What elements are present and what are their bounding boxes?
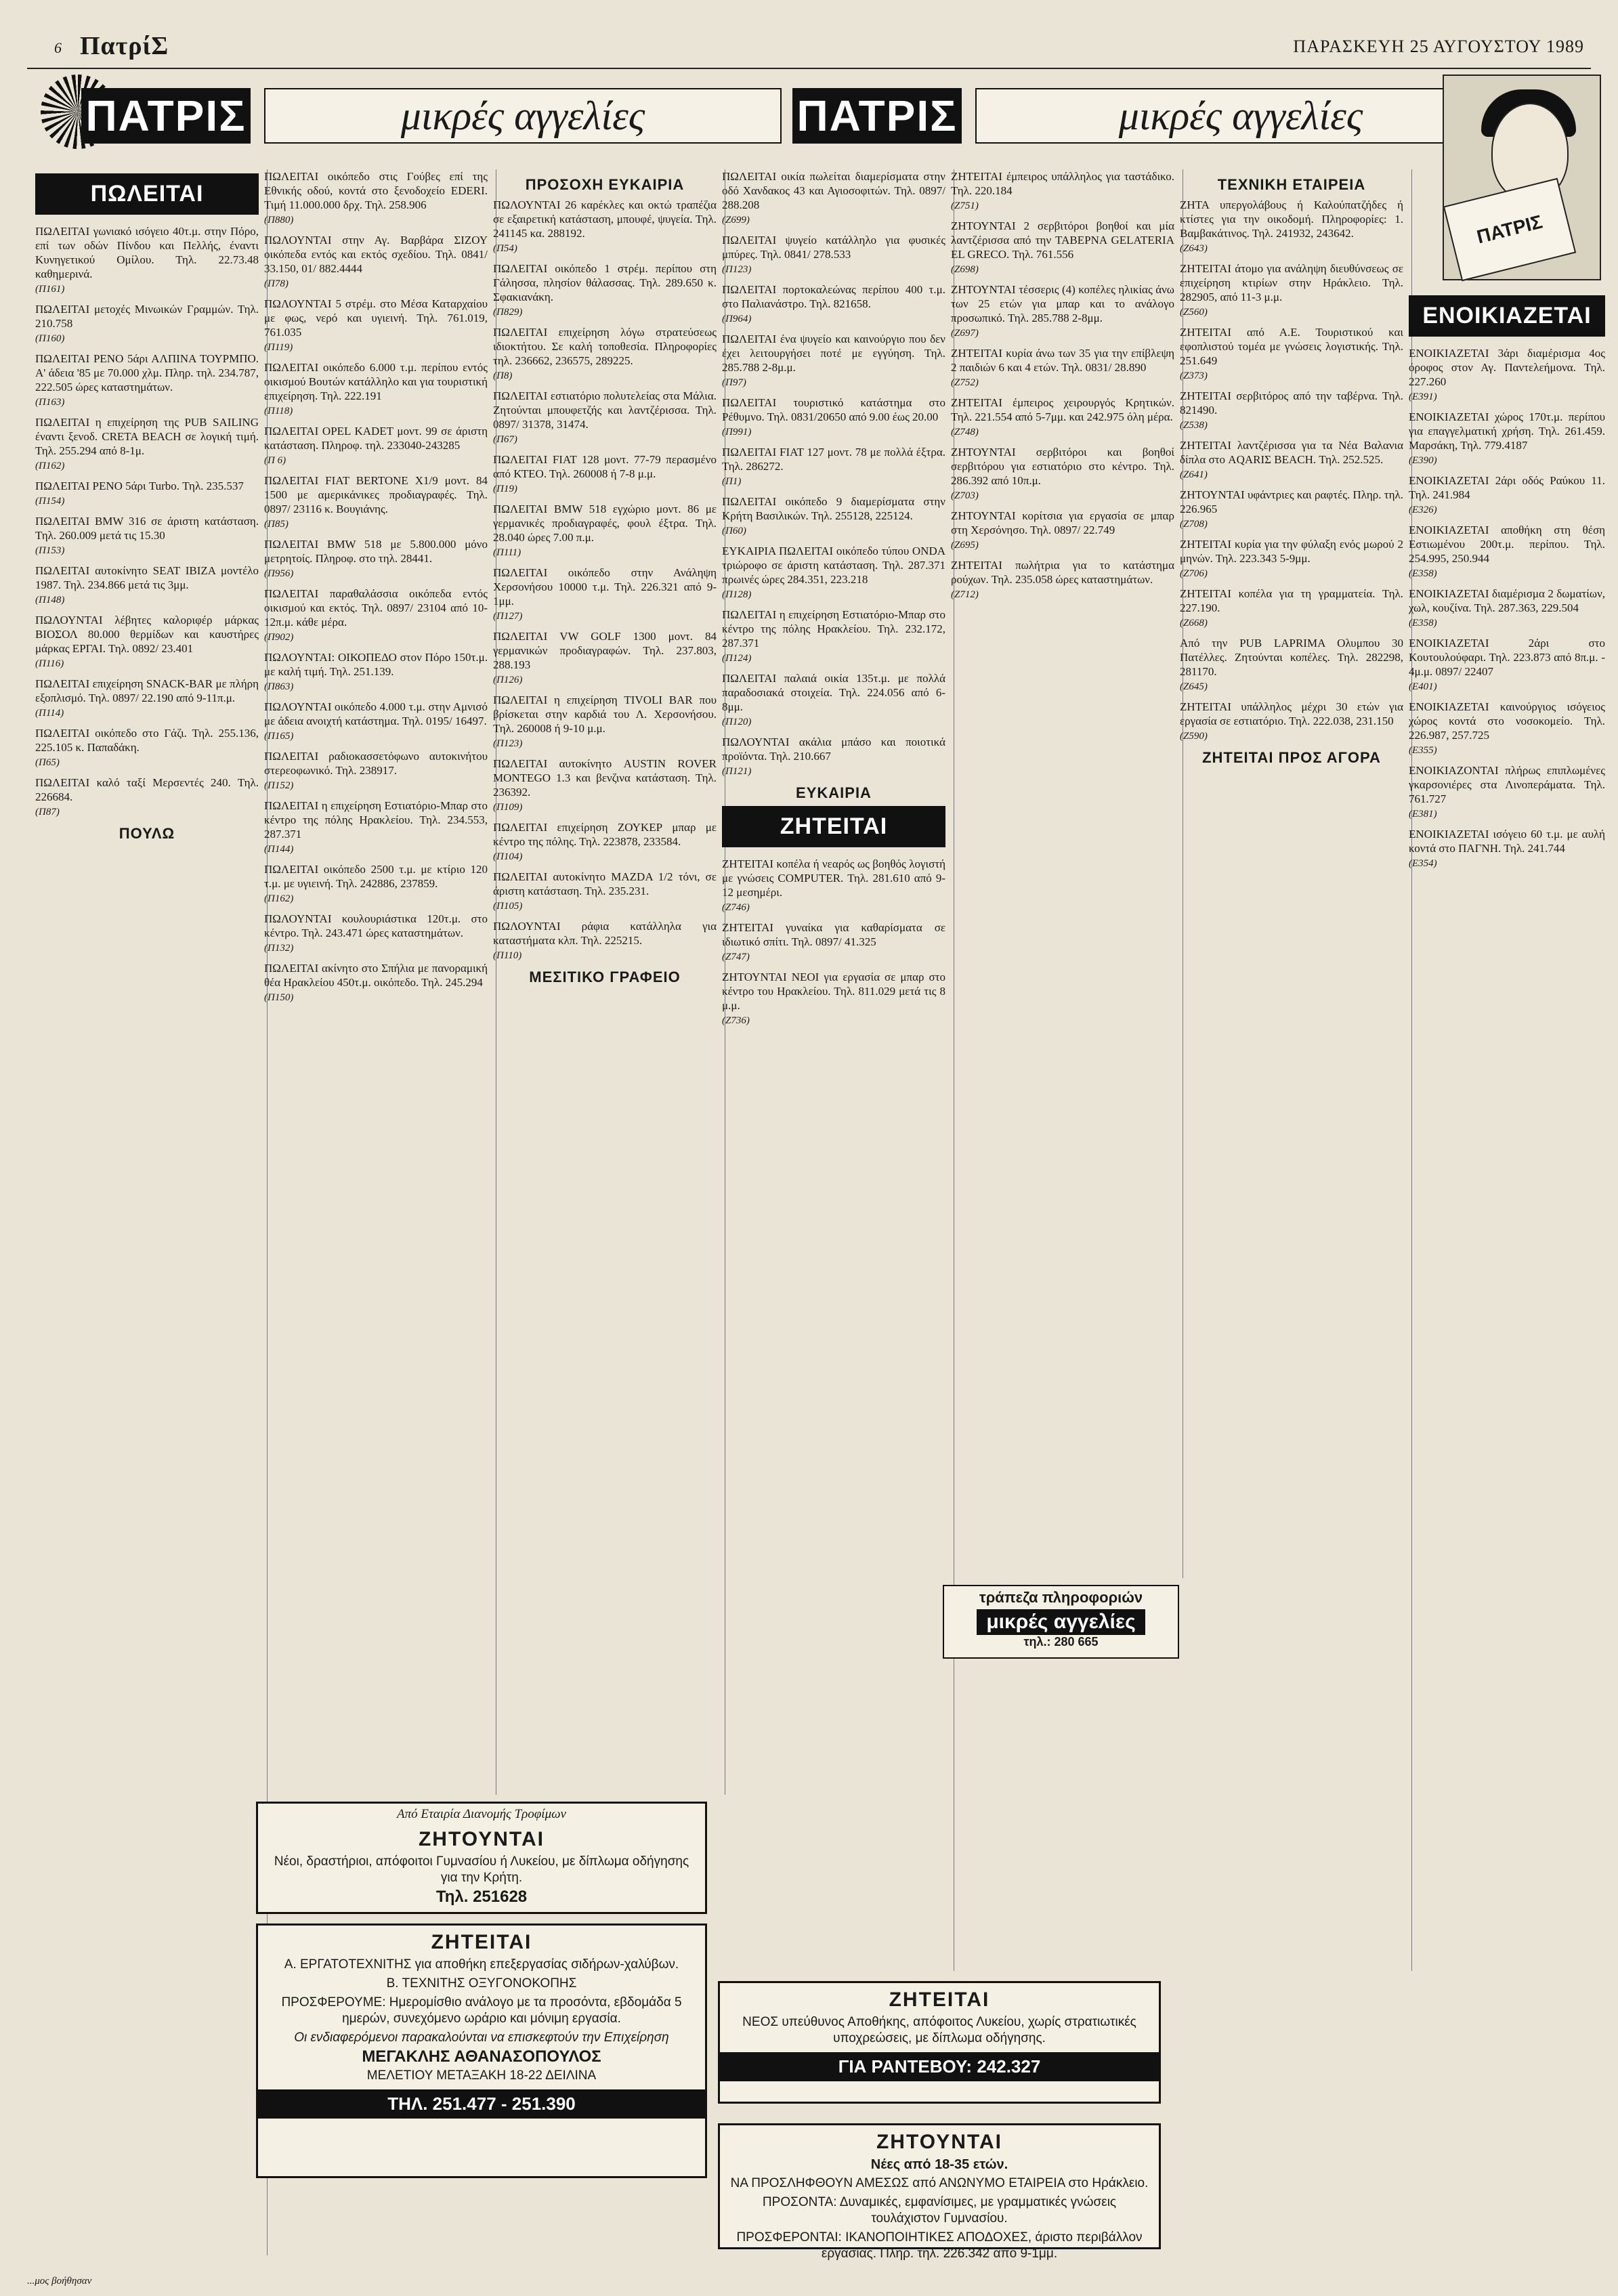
- ad-reference-code: (Z736): [722, 1015, 750, 1026]
- classified-ad: ΠΩΛΕΙΤΑΙ αυτοκίνητο AUSTIN ROVER MONTEGO 1.3 και βενζινα κατάσταση. Τηλ. 236392.: [493, 757, 717, 799]
- classified-ad: ΠΩΛΟΥΝΤΑΙ ράφια κατάλληλα για καταστήματα κλπ. Τηλ. 225215.: [493, 920, 717, 947]
- ad-line-a: Α. ΕΡΓΑΤΟΤΕΧΝΙΤΗΣ για αποθήκη επεξεργασίας σιδήρων-χαλύβων.: [284, 1957, 679, 1972]
- ad-reference-code: (Π116): [35, 658, 64, 669]
- classified-ad: ΠΩΛΕΙΤΑΙ ψυγείο κατάλληλο για φυσικές μπύρες. Τηλ. 0841/ 278.533: [722, 234, 945, 261]
- ad-reference-code: (E390): [1409, 455, 1437, 466]
- info-bank-phone: τηλ.: 280 665: [1023, 1635, 1099, 1649]
- classified-ad: ΖΗΤΕΙΤΑΙ γυναίκα για καθαρίσματα σε ιδιωτικό σπίτι. Τηλ. 0897/ 41.325: [722, 921, 945, 948]
- ad-reference-code: (Π165): [264, 731, 294, 742]
- classified-ad: ΠΩΛΕΙΤΑΙ οικόπεδο στις Γούβες επί της Εθνικής οδού, κοντά στο ξενοδοχείο EDERI. Τιμή 11.000.000 δρχ. Τηλ. 258.906: [264, 170, 488, 211]
- ad-reference-code: (Z748): [951, 427, 979, 438]
- ad-address: ΜΕΛΕΤΙΟΥ ΜΕΤΑΞΑΚΗ 18-22 ΔΕΙΛΙΝΑ: [366, 2068, 597, 2083]
- classified-ad: ΠΩΛΕΙΤΑΙ OPEL KADET μοντ. 99 σε άριστη κατάσταση. Πληροφ. τηλ. 233040-243285: [264, 425, 488, 452]
- ad-phone-band: ΓΙΑ ΡΑΝΤΕΒΟΥ: 242.327: [720, 2052, 1159, 2081]
- ad-reference-code: (Π114): [35, 708, 64, 719]
- paper-name: ΠΑΤΡΙΣ: [81, 88, 251, 144]
- classified-ad: ΕΝΟΙΚΙΑΖΕΤΑΙ ισόγειο 60 τ.μ. με αυλή κοντά στο ΠΑΓΝΗ. Τηλ. 241.744: [1409, 828, 1605, 855]
- issue-date: ΠΑΡΑΣΚΕΥΗ 25 ΑΥΓΟΥΣΤΟΥ 1989: [1293, 37, 1584, 56]
- ad-reference-code: (Π991): [722, 427, 752, 438]
- classified-ad: ΠΩΛΕΙΤΑΙ αυτοκίνητο MAZDA 1/2 τόνι, σε άριστη κατάσταση. Τηλ. 235.231.: [493, 870, 717, 897]
- classified-ad: ΕΥΚΑΙΡΙΑ ΠΩΛΕΙΤΑΙ οικόπεδο τύπου ONDA τριώροφο σε άριστη κατάσταση. Τηλ. 287.371 πρωινές ώρες 284.351, 223.218: [722, 545, 945, 586]
- classified-ad: ΠΩΛΕΙΤΑΙ FIAT BERTONE X1/9 μοντ. 84 1500 με αμερικάνικες προδιαγραφές. Τηλ. 0897/ 23116 κ. Βουγιάνης.: [264, 474, 488, 515]
- classified-ad: ΖΗΤΕΙΤΑΙ πωλήτρια για το κατάστημα ρούχων. Τηλ. 235.058 ώρες καταστημάτων.: [951, 559, 1174, 586]
- ad-reference-code: (Z752): [951, 377, 979, 388]
- ad-reference-code: (Π160): [35, 333, 65, 344]
- ad-reference-code: (Z590): [1180, 731, 1208, 742]
- page-number: 6: [54, 39, 62, 56]
- classified-ad: ΠΩΛΟΥΝΤΑΙ 26 καρέκλες και οκτώ τραπέζια σε εξαιρετική κατάσταση, μπουφέ, ψυγεία. Τηλ. 241145 κα. 288192.: [493, 198, 717, 240]
- classified-ad: ΠΩΛΕΙΤΑΙ η επιχείρηση TIVOLI BAR που βρίσκεται στην καρδιά του Λ. Χερσονήσου. Τηλ. 260008 ή 9-10 μ.μ.: [493, 694, 717, 735]
- classified-ad: ΕΝΟΙΚΙΑΖΕΤΑΙ καινούργιος ισόγειος χώρος κοντά στο νοσοκομείο. Τηλ. 226.987, 257.725: [1409, 700, 1605, 742]
- section-heading-poulo: ΠΟΥΛΩ: [119, 825, 175, 842]
- classified-ad: ΠΩΛΕΙΤΑΙ BMW 316 σε άριστη κατάσταση. Τηλ. 260.009 μετά τις 15.30: [35, 515, 259, 542]
- ad-reference-code: (Π8): [493, 370, 513, 381]
- ad-reference-code: (E358): [1409, 618, 1437, 629]
- section-heading-eykairia: ΕΥΚΑΙΡΙΑ: [796, 784, 872, 801]
- classified-ad: ΖΗΤΟΥΝΤΑΙ ΝΕΟΙ για εργασία σε μπαρ στο κέντρο του Ηρακλείου. Τηλ. 811.029 μετά τις 8 μ.μ.: [722, 971, 945, 1012]
- ad-reference-code: (Π162): [35, 461, 65, 471]
- ad-reference-code: (Π78): [264, 278, 289, 289]
- classified-ad: ΠΩΛΕΙΤΑΙ οικόπεδο 1 στρέμ. περίπου στη Γάλησσα, πλησίον θάλασσας. Τηλ. 289.650 κ. Σφακιανάκη.: [493, 262, 717, 303]
- ad-title: ΖΗΤΕΙΤΑΙ: [431, 1931, 532, 1953]
- ad-reference-code: (E355): [1409, 745, 1437, 756]
- ad-reference-code: (Π111): [493, 547, 521, 558]
- classifieds-banner-left: [81, 88, 792, 144]
- ad-reference-code: (Π54): [493, 243, 517, 254]
- classified-ad: ΖΗΤΕΙΤΑΙ λαντζέρισσα για τα Νέα Βαλανια δίπλα στο AQARIΣ BEACH. Τηλ. 252.525.: [1180, 439, 1403, 466]
- column-1: [27, 169, 268, 2255]
- info-bank-title: τράπεζα πληροφοριών: [979, 1589, 1143, 1606]
- classified-ad: ΠΩΛΟΥΝΤΑΙ 5 στρέμ. στο Μέσα Καταρχαίου με φως, νερό και υγιεινή. Τηλ. 761.019, 761.035: [264, 297, 488, 339]
- classified-ad: Από την PUB LAPRIMA Ολυμπου 30 Πατέλλες. Ζητούνται κοπέλες. Τηλ. 282298, 281170.: [1180, 637, 1403, 678]
- classified-ad: ΖΗΤΕΙΤΑΙ κοπέλα ή νεαρός ως βοηθός λογιστή με γνώσεις COMPUTER. Τηλ. 281.610 από 9-12 μεσημέρι.: [722, 857, 945, 899]
- classified-ad: ΖΗΤΕΙΤΑΙ άτομο για ανάληψη διευθύνσεως σε επιχείρηση κτιρίων στην Ηράκλειο. Τηλ. 282905, από 11-3 μ.μ.: [1180, 262, 1403, 303]
- page-footer: ...μος βοήθησαν: [27, 2276, 92, 2287]
- ad-reference-code: (Π152): [264, 780, 294, 791]
- banner-title: μικρές αγγελίες: [975, 88, 1506, 144]
- ad-reference-code: (Π110): [493, 950, 522, 961]
- ad-reference-code: (Z560): [1180, 307, 1208, 318]
- classified-ad: ΖΗΤΟΥΝΤΑΙ κορίτσια για εργασία σε μπαρ στη Χερσόνησο. Τηλ. 0897/ 22.749: [951, 509, 1174, 536]
- ad-reference-code: (Z747): [722, 952, 750, 962]
- ad-reference-code: (Π85): [264, 519, 289, 530]
- ad-offer: ΠΡΟΣΦΕΡΟΝΤΑΙ: ΙΚΑΝΟΠΟΙΗΤΙΚΕΣ ΑΠΟΔΟΧΕΣ, άριστο περιβάλλον εργασίας. Πληρ. τηλ. 226.342 από 9-1μμ.: [736, 2230, 1143, 2261]
- ad-reference-code: (Π97): [722, 377, 746, 388]
- column-4: [714, 169, 954, 1971]
- classified-ad: ΠΩΛΟΥΝΤΑΙ στην Αγ. Βαρβάρα ΣΙΖΟΥ οικόπεδα εντός και εκτός σχεδίου. Τηλ. 0841/ 33.150, 01/ 882.4444: [264, 234, 488, 275]
- classified-ad: ΠΩΛΕΙΤΑΙ ΡΕΝΟ 5άρι ΑΛΠΙΝΑ ΤΟΥΡΜΠΟ. Α' άδεια '85 με 70.000 χλμ. Πληρ. τηλ. 234.787, 222.505 ώρες καταστημάτων.: [35, 352, 259, 394]
- ad-reference-code: (Z706): [1180, 568, 1208, 579]
- ad-company: ΜΕΓΑΚΛΗΣ ΑΘΑΝΑΣΟΠΟΥΛΟΣ: [362, 2047, 601, 2066]
- ad-reference-code: (Π104): [493, 851, 523, 862]
- paper-name: ΠΑΤΡΙΣ: [792, 88, 962, 144]
- ad-reference-code: (Z712): [951, 589, 979, 600]
- ad-reference-code: (Π127): [493, 611, 523, 622]
- classified-ad: ΠΩΛΕΙΤΑΙ οικόπεδο στο Γάζι. Τηλ. 255.136, 225.105 κ. Παπαδάκη.: [35, 727, 259, 754]
- ad-reference-code: (Z708): [1180, 519, 1208, 530]
- page-header: [27, 27, 1591, 69]
- classified-ad: ΖΗΤΕΙΤΑΙ κυρία για την φύλαξη ενός μωρού 2 μηνών. Τηλ. 223.343 5-9μμ.: [1180, 538, 1403, 565]
- classified-ad: ΠΩΛΕΙΤΑΙ FIAT 128 μοντ. 77-79 περασμένο από ΚΤΕΟ. Τηλ. 260008 ή 7-8 μ.μ.: [493, 453, 717, 480]
- classified-ad: ΕΝΟΙΚΙΑΖΕΤΑΙ 3άρι διαμέρισμα 4ος όροφος στον Αγ. Παντελεήμονα. Τηλ. 227.260: [1409, 347, 1605, 388]
- classified-ad: ΠΩΛΟΥΝΤΑΙ ακάλια μπάσο και ποιοτικά προϊόντα. Τηλ. 210.667: [722, 736, 945, 763]
- classified-ad: ΠΩΛΕΙΤΑΙ BMW 518 εγχώριο μοντ. 86 με γερμανικές προδιαγραφές, φουλ έξτρα. Τηλ. 28.040 ώρες 7.00 π.μ.: [493, 503, 717, 544]
- classified-ad: ΖΗΤΕΙΤΑΙ έμπειρος υπάλληλος για ταστάδικο. Τηλ. 220.184: [951, 170, 1174, 197]
- ad-reference-code: (Π956): [264, 568, 294, 579]
- classified-ad: ΖΗΤΟΥΝΤΑΙ υφάντριες και ραφτές. Πληρ. τηλ. 226.965: [1180, 488, 1403, 515]
- classified-ad: ΖΗΤΕΙΤΑΙ υπάλληλος μέχρι 30 ετών για εργασία σε εστιατόριο. Τηλ. 222.038, 231.150: [1180, 700, 1403, 727]
- ad-reference-code: (Z373): [1180, 370, 1208, 381]
- classified-ad: ΠΩΛΕΙΤΑΙ επιχείρηση λόγω στρατεύσεως ιδιοκτήτου. Σε καλή τοποθεσία. Πληροφορίες τηλ. 236662, 236575, 289225.: [493, 326, 717, 367]
- classified-ad: ΠΩΛΟΥΝΤΑΙ: ΟΙΚΟΠΕΔΟ στον Πόρο 150τ.μ. με καλή τιμή. Τηλ. 251.139.: [264, 651, 488, 678]
- classified-ad: ΠΩΛΟΥΝΤΑΙ κουλουριάστικα 120τ.μ. στο κέντρο. Τηλ. 243.471 ώρες καταστημάτων.: [264, 912, 488, 939]
- ad-reference-code: (Π119): [264, 342, 293, 353]
- classified-ad: ΠΩΛΕΙΤΑΙ η επιχείρηση της PUB SAILING έναντι ξενοδ. CRETA BEACH σε λογική τιμή. Τηλ. 255.294 από 8-1μ.: [35, 416, 259, 457]
- ad-reference-code: (Π126): [493, 675, 523, 685]
- ad-list: [722, 169, 945, 778]
- classified-ad: ΖΗΤΟΥΝΤΑΙ 2 σερβιτόροι βοηθοί και μία λαντζέρισσα από την ΤΑΒΕΡΝΑ GELATERIA EL GRECO. Τηλ. 761.556: [951, 219, 1174, 261]
- ad-reference-code: (Z695): [951, 540, 979, 551]
- masthead-brand: ΠατρίΣ: [80, 32, 169, 60]
- ad-phone-band: ΤΗΛ. 251.477 - 251.390: [258, 2089, 705, 2119]
- ad-reference-code: (Z751): [951, 200, 979, 211]
- ad-note: Οι ενδιαφερόμενοι παρακαλούνται να επισκεφτούν την Επιχείρηση: [294, 2031, 669, 2045]
- classified-ad: ΕΝΟΙΚΙΑΖΕΤΑΙ χώρος 170τ.μ. περίπου για επαγγελματική χρήση. Τηλ. 261.459. Μαρσάκη, Τηλ. 779.4187: [1409, 410, 1605, 452]
- ad-list: [493, 198, 717, 962]
- classified-ad: ΠΩΛΕΙΤΑΙ ένα ψυγείο και καινούργιο που δεν έχει λειτουργήσει ποτέ με εγγύηση. Τηλ. 285.788 2-8μ.μ.: [722, 333, 945, 374]
- ad-list: [722, 857, 945, 1027]
- ad-reference-code: (Z645): [1180, 681, 1208, 692]
- ad-reference-code: (Π67): [493, 434, 517, 445]
- ad-reference-code: (Π105): [493, 901, 523, 912]
- classified-ad: ΠΩΛΕΙΤΑΙ ΡΕΝΟ 5άρι Turbo. Τηλ. 235.537: [35, 480, 244, 492]
- column-7: [1401, 291, 1613, 2255]
- ad-reference-code: (Z698): [951, 264, 979, 275]
- classified-ad: ΠΩΛΕΙΤΑΙ VW GOLF 1300 μοντ. 84 γερμανικών προδιαγραφών. Τηλ. 237.803, 288.193: [493, 630, 717, 671]
- classified-ad: ΕΝΟΙΚΙΑΖΕΤΑΙ 2άρι οδός Ραύκου 11. Τηλ. 241.984: [1409, 474, 1605, 501]
- ad-reference-code: (Π120): [722, 717, 752, 727]
- display-ad-warehouse-manager: [718, 1981, 1161, 2104]
- ad-reference-code: (Π132): [264, 943, 294, 954]
- ad-reference-code: (Π124): [722, 653, 752, 664]
- ad-reference-code: (Π863): [264, 681, 294, 692]
- ad-title: ΖΗΤΕΙΤΑΙ: [889, 1989, 990, 2011]
- classified-ad: ΖΗΤΕΙΤΑΙ έμπειρος χειρουργός Κρητικών. Τηλ. 221.554 από 5-7μμ. και 242.975 όλη μέρα.: [951, 396, 1174, 423]
- display-ad-young-women: [718, 2123, 1161, 2261]
- ad-reference-code: (Z643): [1180, 243, 1208, 254]
- ad-title: ΖΗΤΟΥΝΤΑΙ: [418, 1828, 545, 1850]
- ad-reference-code: (Π880): [264, 215, 294, 226]
- classified-ad: ΠΩΛΕΙΤΑΙ εστιατόριο πολυτελείας στα Μάλια. Ζητούνται μπουφετζής και λαντζέρισσα. Τηλ. 0897/ 31378, 31474.: [493, 389, 717, 431]
- classified-ad: ΖΗΤΑ υπεργολάβους ή Καλούπατζήδες ή κτίστες για την οικοδομή. Πληροφορίες: 1. Βαμβακάτινος. Τηλ. 241932, 243642.: [1180, 198, 1403, 240]
- column-6: [1172, 169, 1412, 1971]
- ad-list: [951, 169, 1174, 601]
- section-heading-enoikiazetai: ΕΝΟΙΚΙΑΖΕΤΑΙ: [1409, 295, 1605, 337]
- classified-ad: ΖΗΤΟΥΝΤΑΙ τέσσερις (4) κοπέλες ηλικίας άνω των 25 ετών για μπαρ και το ανάλογο προσωπικό. Τηλ. 285.788 2-8μμ.: [951, 283, 1174, 324]
- ad-reference-code: (Π902): [264, 632, 294, 643]
- ad-phone: Τηλ. 251628: [435, 1888, 528, 1906]
- classified-ad: ΖΗΤΕΙΤΑΙ σερβιτόρος από την ταβέρνα. Τηλ. 821490.: [1180, 389, 1403, 417]
- ad-reference-code: (Π150): [264, 992, 294, 1003]
- ad-reference-code: (Z703): [951, 490, 979, 501]
- ad-heading: Από Εταιρία Διανομής Τροφίμων: [397, 1807, 566, 1821]
- ad-reference-code: (E391): [1409, 391, 1437, 402]
- section-heading-mesitiko: ΜΕΣΙΤΙΚΟ ΓΡΑΦΕΙΟ: [529, 969, 681, 985]
- classified-ad: ΖΗΤΕΙΤΑΙ από Α.Ε. Τουριστικού και εφοπλιστού τομέα με γνώσεις λογιστικής. Τηλ. 251.649: [1180, 326, 1403, 367]
- ad-reference-code: (E358): [1409, 568, 1437, 579]
- classified-ad: ΕΝΟΙΚΙΑΖΕΤΑΙ αποθήκη στη θέση Εστιωμένου 200τ.μ. περίπου. Τηλ. 254.995, 250.944: [1409, 524, 1605, 565]
- column-2: [256, 169, 496, 1795]
- info-bank-box: [943, 1585, 1179, 1659]
- ad-reference-code: (Π163): [35, 397, 65, 408]
- classified-ad: ΠΩΛΕΙΤΑΙ παλαιά οικία 135τ.μ. με πολλά παραδοσιακά στοιχεία. Τηλ. 224.056 από 6-8μμ.: [722, 672, 945, 713]
- ad-reference-code: (Z699): [722, 215, 750, 226]
- column-5: [943, 169, 1183, 1578]
- ad-reference-code: (Π1): [722, 476, 742, 487]
- section-heading-zitoun-agora: ΖΗΤΕΙΤΑΙ ΠΡΟΣ ΑΓΟΡΑ: [1202, 749, 1381, 766]
- ad-reference-code: (Π121): [722, 766, 752, 777]
- ad-reference-code: (Π65): [35, 757, 60, 768]
- classified-ad: ΠΩΛΕΙΤΑΙ μετοχές Μινωικών Γραμμών. Τηλ. 210.758: [35, 303, 259, 330]
- ad-reference-code: (Π829): [493, 307, 523, 318]
- display-ad-food-distribution: [256, 1802, 707, 1914]
- ad-reference-code: (Π128): [722, 589, 752, 600]
- column-3: [485, 169, 725, 1795]
- classified-ad: ΠΩΛΕΙΤΑΙ παραθαλάσσια οικόπεδα εντός οικισμού και εκτός. Τηλ. 0897/ 23104 από 10-12π.μ. κάθε μέρα.: [264, 587, 488, 629]
- ad-body: ΝΕΟΣ υπεύθυνος Αποθήκης, απόφοιτος Λυκείου, χωρίς στρατιωτικές υποχρεώσεις, με δίπλωμα οδήγησης.: [742, 2015, 1136, 2045]
- classified-ad: ΠΩΛΕΙΤΑΙ επιχείρηση ΖΟΥΚΕΡ μπαρ με κέντρο της πόλης. Τηλ. 223878, 233584.: [493, 821, 717, 848]
- classified-ad: ΠΩΛΕΙΤΑΙ η επιχείρηση Εστιατόριο-Μπαρ στο κέντρο της πόλης Ηρακλείου. Τηλ. 232.172, 287.371: [722, 608, 945, 650]
- ad-reference-code: (Π144): [264, 844, 294, 855]
- classified-ad: ΠΩΛΕΙΤΑΙ ακίνητο στο Σπήλια με πανοραμική θέα Ηρακλείου 450τ.μ. οικόπεδο. Τηλ. 245.294: [264, 962, 488, 989]
- ad-body: Νέοι, δραστήριοι, απόφοιτοι Γυμνασίου ή Λυκείου, με δίπλωμα οδήγησης για την Κρήτη.: [274, 1854, 689, 1885]
- classified-ad: ΠΩΛΕΙΤΑΙ ραδιοκασσετόφωνο αυτοκινήτου στερεοφωνικό. Τηλ. 238917.: [264, 750, 488, 777]
- ad-reference-code: (Π148): [35, 595, 65, 605]
- classified-ad: ΠΩΛΕΙΤΑΙ οικία πωλείται διαμερίσματα στην οδό Χανδακος 43 και Αγιοσοφιτών. Τηλ. 0897/ 288.208: [722, 170, 945, 211]
- classified-ad: ΠΩΛΕΙΤΑΙ καλό ταξί Μερσεντές 240. Τηλ. 226684.: [35, 776, 259, 803]
- classified-ad: ΠΩΛΕΙΤΑΙ γωνιακό ισόγειο 40τ.μ. στην Πόρο, επί των οδών Πίνδου και Πελλής, έναντι Κυνηγετικού Ομίλου. Τηλ. 22.73.48 καθημερινά.: [35, 225, 259, 280]
- ad-reference-code: (Π161): [35, 284, 65, 295]
- display-ad-steel-workshop: [256, 1923, 707, 2178]
- classified-ad: ΠΩΛΕΙΤΑΙ FIAT 127 μοντ. 78 με πολλά έξτρα. Τηλ. 286272.: [722, 446, 945, 473]
- ad-reference-code: (Π19): [493, 484, 517, 494]
- info-bank-subtitle: μικρές αγγελίες: [977, 1609, 1145, 1635]
- ad-requirements: ΠΡΟΣΟΝΤΑ: Δυναμικές, εμφανίσιμες, με γραμματικές γνώσεις τουλάχιστον Γυμνασίου.: [762, 2195, 1117, 2226]
- classified-ad: ΠΩΛΕΙΤΑΙ επιχείρηση SNACK-BAR με πλήρη εξοπλισμό. Τηλ. 0897/ 22.190 από 9-11π.μ.: [35, 677, 259, 704]
- classified-ad: ΠΩΛΕΙΤΑΙ πορτοκαλεώνας περίπου 400 τ.μ. στο Παλιανάστρο. Τηλ. 821658.: [722, 283, 945, 310]
- ad-title: ΖΗΤΟΥΝΤΑΙ: [876, 2131, 1003, 2153]
- ad-reference-code: (Π964): [722, 314, 752, 324]
- classified-ad: ΖΗΤΟΥΝΤΑΙ σερβιτόροι και βοηθοί σερβιτόρου για εστιατόριο στο κέντρο. Τηλ. 286.392 από 10π.μ.: [951, 446, 1174, 487]
- ad-list: [1409, 346, 1605, 870]
- classified-ad: ΠΩΛΕΙΤΑΙ οικόπεδο 2500 τ.μ. με κτίριο 120 τ.μ. με υγιεινή. Τηλ. 242886, 237859.: [264, 863, 488, 890]
- ad-reference-code: (Π87): [35, 807, 60, 817]
- classified-ad: ΠΩΛΕΙΤΑΙ BMW 518 με 5.800.000 μόνο μετρητοίς. Πληροφ. στο τηλ. 28441.: [264, 538, 488, 565]
- classified-ad: ΕΝΟΙΚΙΑΖΟΝΤΑΙ πλήρως επιπλωμένες γκαρσονιέρες στα Λινοπεράματα. Τηλ. 761.727: [1409, 764, 1605, 805]
- ad-reference-code: (Π162): [264, 893, 294, 904]
- ad-reference-code: (E326): [1409, 505, 1437, 515]
- ad-reference-code: (Π 6): [264, 455, 286, 466]
- ad-reference-code: (Π118): [264, 406, 293, 417]
- classified-ad: ΕΝΟΙΚΙΑΖΕΤΑΙ 2άρι στο Κουτουλούφαρι. Τηλ. 223.873 από 8π.μ. - 4μ.μ. 0897/ 22407: [1409, 637, 1605, 678]
- ad-reference-code: (E381): [1409, 809, 1437, 820]
- ad-list: [35, 224, 259, 818]
- ad-line-b: Β. ΤΕΧΝΙΤΗΣ ΟΞΥΓΟΝΟΚΟΠΗΣ: [386, 1976, 577, 1991]
- ad-reference-code: (Z668): [1180, 618, 1208, 629]
- classified-ad: ΠΩΛΕΙΤΑΙ η επιχείρηση Εστιατόριο-Μπαρ στο κέντρο της πόλης Ηρακλείου. Τηλ. 234.553, 287.371: [264, 799, 488, 841]
- ad-reference-code: (Π109): [493, 802, 523, 813]
- ad-offer: ΠΡΟΣΦΕΡΟΥΜΕ: Ημερομίσθιο ανάλογο με τα προσόντα, εβδομάδα 5 ημερών, συνεχόμενο ωράριο και μόνιμη εργασία.: [281, 1995, 682, 2026]
- classifieds-banner-right: [792, 88, 1517, 144]
- section-heading-texniki: ΤΕΧΝΙΚΗ ΕΤΑΙΡΕΙΑ: [1217, 176, 1366, 193]
- ad-reference-code: (Z697): [951, 328, 979, 339]
- classified-ad: ΕΝΟΙΚΙΑΖΕΤΑΙ διαμέρισμα 2 δωματίων, χωλ, κουζίνα. Τηλ. 287.363, 229.504: [1409, 587, 1605, 614]
- classified-ad: ΠΩΛΕΙΤΑΙ οικόπεδο 6.000 τ.μ. περίπου εντός οικισμού Βουτών κατάλληλο και για τουριστική επιχείρηση. Τηλ. 222.191: [264, 361, 488, 402]
- ad-reference-code: (Z746): [722, 902, 750, 913]
- ad-list: [264, 169, 488, 1004]
- classified-ad: ΠΩΛΕΙΤΑΙ τουριστικό κατάστημα στο Ρέθυμνο. Τηλ. 0831/20650 από 9.00 έως 20.00: [722, 396, 945, 423]
- ad-reference-code: (Π123): [493, 738, 523, 749]
- classified-ad: ΠΩΛΟΥΝΤΑΙ λέβητες καλοριφέρ μάρκας ΒΙΟΣΟΛ 80.000 θερμίδων και καυστήρες μάρκας ΕΡΓΑΙ. Τηλ. 0892/ 23.401: [35, 614, 259, 655]
- ad-reference-code: (Π153): [35, 545, 65, 556]
- ad-body: ΝΑ ΠΡΟΣΛΗΦΘΟΥΝ ΑΜΕΣΩΣ από ΑΝΩΝΥΜΟ ΕΤΑΙΡΕΙΑ στο Ηράκλειο.: [730, 2176, 1149, 2190]
- ad-reference-code: (Z641): [1180, 469, 1208, 480]
- section-heading-proxoi: ΠΡΟΣΟΧΗ ΕΥΚΑΙΡΙΑ: [525, 176, 685, 193]
- ad-reference-code: (Π60): [722, 526, 746, 536]
- classified-ad: ΖΗΤΕΙΤΑΙ κοπέλα για τη γραμματεία. Τηλ. 227.190.: [1180, 587, 1403, 614]
- ad-subtitle: Νέες από 18-35 ετών.: [870, 2157, 1008, 2172]
- ad-reference-code: (E401): [1409, 681, 1437, 692]
- ad-reference-code: (Π123): [722, 264, 752, 275]
- ad-list: [1180, 198, 1403, 742]
- banner-title: μικρές αγγελίες: [264, 88, 782, 144]
- section-heading-poleitai: ΠΩΛΕΙΤΑΙ: [35, 173, 259, 215]
- classified-ad: ΠΩΛΕΙΤΑΙ αυτοκίνητο SEAT IBIZA μοντέλο 1987. Τηλ. 234.866 μετά τις 3μμ.: [35, 564, 259, 591]
- section-heading-zitoun: ΖΗΤΕΙΤΑΙ: [722, 806, 945, 847]
- classified-ad: ΠΩΛΟΥΝΤΑΙ οικόπεδο 4.000 τ.μ. στην Αμνισό με άδεια ανοιχτή κατάστημα. Τηλ. 0195/ 16497.: [264, 700, 488, 727]
- classified-ad: ΠΩΛΕΙΤΑΙ οικόπεδο στην Ανάληψη Χερσονήσου 10000 τ.μ. Τηλ. 226.321 από 9-1μμ.: [493, 566, 717, 608]
- newspaper-label: ΠΑΤΡΙΣ: [1443, 178, 1576, 282]
- ad-reference-code: (E354): [1409, 858, 1437, 869]
- ad-reference-code: (Z538): [1180, 420, 1208, 431]
- classified-ad: ΠΩΛΕΙΤΑΙ οικόπεδο 9 διαμερίσματα στην Κρήτη Βασιλικών. Τηλ. 255128, 225124.: [722, 495, 945, 522]
- classified-ad: ΖΗΤΕΙΤΑΙ κυρία άνω των 35 για την επίβλεψη 2 παιδιών 6 και 4 ετών. Τηλ. 0831/ 28.890: [951, 347, 1174, 374]
- ad-reference-code: (Π154): [35, 496, 65, 507]
- newspaper-reader-illustration: [1443, 75, 1601, 280]
